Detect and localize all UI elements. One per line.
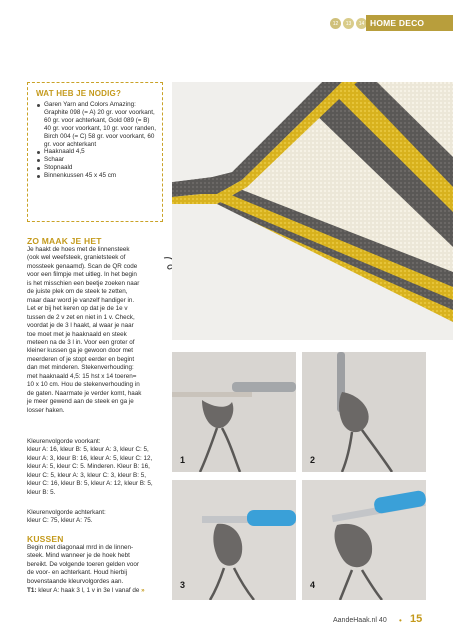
t1-text: kleur A: haak 3 l, 1 v in 3e l vanaf de [38,587,140,594]
header-dot: 14 [356,18,367,29]
footer-bullet: • [399,616,402,625]
kussen-body: Begin met diagonaal mrd in de linnen- steek. Mind wanneer je de hoek hebt bereikt. De volgende toeren gelden voor de voor- en achterkant. Houd hierbij bovenstaande kleurvolgordes aan. [27,544,140,585]
materials-item: Stopnaald [36,164,156,172]
materials-item: Haaknaald 4,5 [36,148,156,156]
section-label: HOME DECO [366,15,453,31]
step-number: 3 [180,580,186,590]
step-photo-3 [172,480,296,600]
header-dot: 12 [330,18,341,29]
materials-title: WAT HEB JE NODIG? [36,89,122,98]
materials-item: Garen Yarn and Colors Amazing: Graphite 098 (= A) 20 gr. voor voorkant, 60 gr. voor achterkant, Gold 089 (= B) 40 gr. voor voorkant, 10 gr. voor randen, Birch 004 (= C) 58 gr. voor voorkant, 60 gr. voor achterkant [36,101,156,148]
page-number: 15 [410,613,423,625]
materials-item: Schaar [36,156,156,164]
kussen-title: KUSSEN [27,534,64,544]
materials-list [36,101,156,180]
step-number: 4 [310,580,316,590]
header-page-dots [330,18,367,29]
materials-box [27,82,163,222]
continue-arrow-icon: » [141,587,145,594]
cushion-photo [172,82,453,340]
header-dot: 13 [343,18,354,29]
step-photo-2 [302,352,426,472]
materials-item: Binnenkussen 45 x 45 cm [36,172,156,180]
step-photo-1 [172,352,296,472]
t1-label: T1: [27,587,37,594]
step-number: 2 [310,455,316,465]
colors-front-text: Kleurenvolgorde voorkant: kleur A: 16, kleur B: 5, kleur A: 3, kleur C: 5, kleur A: 3, kleur B: 16, kleur A: 5, kleur C: 12, kleur A: 5, kleur C: 5. Minderen. Kleur B: 16, kleur C: 5, kleur A: 3, kleur C: 3, kleur B: 5, kleur C: 16, kleur B: 5, kleur A: 12, kleur B: 5, kleur B: 5. [27,438,153,496]
how-title: ZO MAAK JE HET [27,236,102,246]
step-number: 1 [180,455,186,465]
how-body: Je haakt de hoes met de linnensteek (ook wel weefsteek, granietsteek of mossteek genaamd). Scan de QR code voor een filmpje met uitleg. In het begin is het misschien een beetje zoeken naar de juiste plek om de steek te zetten, maar daar word je vanzelf handiger in. Let er bij het keren op dat je de 1e v tussen de 2 v zet en niet in 1 v. Check, voordat je de 3 l haakt, al waar je naar toe moet met je haaknaald en steek meteen na de 3 l in. Voor een groter of kleiner kussen ga je gewoon door met meerderen of je stopt eerder en begint dan met minderen. Stekenverhouding: met haaknaald 4,5: 15 hst x 14 toeren= 10 x 10 cm. Hou de stekenverhouding in de gaten. Naarmate je verder komt, haak je meer gewend aan de steek en ga je losser haken. [27,246,142,414]
colors-back-text: Kleurenvolgorde achterkant: kleur C: 75, kleur A: 75. [27,509,106,525]
footer-site: AandeHaak.nl 40 [333,617,387,624]
step-photo-4 [302,480,426,600]
kussen-t1 [27,587,177,595]
